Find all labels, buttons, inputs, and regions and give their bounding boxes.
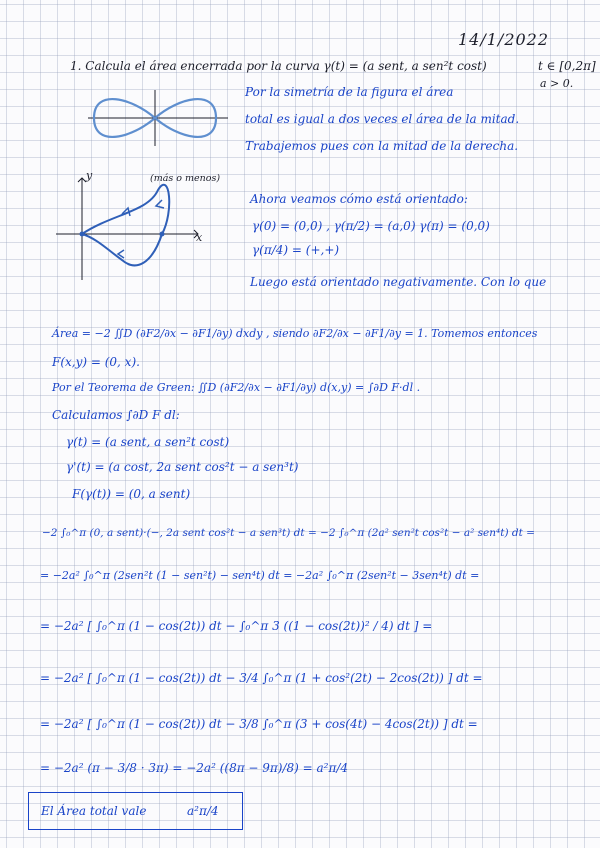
calc-line-6: = −2a² (π − 3/8 · 3π) = −2a² ((8π − 9π)/8) = a²π/4 [40,761,349,775]
symmetry-line-3: Trabajemos pues con la mitad de la derecha. [245,139,519,153]
orientation-points-1: γ(0) = (0,0) , γ(π/2) = (a,0) γ(π) = (0,0) [252,219,490,233]
orientation-points-2: γ(π/4) = (+,+) [252,243,340,257]
final-value: a²π/4 [187,804,219,818]
orientation-conclusion: Luego está orientado negativamente. Con lo que [250,275,547,289]
sketch-axis-y: y [86,169,93,182]
param-field-on-curve: F(γ(t)) = (0, a sent) [72,487,191,501]
final-label: El Área total vale [41,804,147,818]
sketch-note: (más o menos) [150,173,221,184]
calc-line-1: −2 ∫₀^π (0, a sent)·(−, 2a sent cos²t − a sen³t) dt = −2 ∫₀^π (2a² sen²t cos²t − a² sen⁴t) dt = [42,527,535,539]
calc-line-3: = −2a² [ ∫₀^π (1 − cos(2t)) dt − ∫₀^π 3 ((1 − cos(2t))² / 4) dt ] = [40,619,433,633]
param-gamma-derivative: γ'(t) = (a cost, 2a sent cos²t − a sen³t) [66,460,299,474]
vector-field: F(x,y) = (0, x). [52,355,140,369]
green-theorem: Por el Teorema de Green: ∬D (∂F2/∂x − ∂F1/∂y) d(x,y) = ∫∂D F·dl . [52,381,421,394]
problem-domain: t ∈ [0,2π] [538,59,596,73]
lemniscate-figure [88,90,228,170]
calc-line-5: = −2a² [ ∫₀^π (1 − cos(2t)) dt − 3/8 ∫₀^π (3 + cos(4t) − 4cos(2t)) ] dt = [40,717,478,731]
calc-line-2: = −2a² ∫₀^π (2sen²t (1 − sen²t) − sen⁴t) dt = −2a² ∫₀^π (2sen²t − 3sen⁴t) dt = [40,569,480,582]
problem-statement: 1. Calcula el área encerrada por la curva γ(t) = (a sent, a sen²t cost) [70,59,487,73]
final-result-box [28,792,243,830]
orientation-intro: Ahora veamos cómo está orientado: [250,192,468,206]
symmetry-line-2: total es igual a dos veces el área de la mitad. [245,112,520,126]
date-header: 14/1/2022 [458,30,550,49]
sketch-axis-x: x [196,231,203,244]
symmetry-line-1: Por la simetría de la figura el área [245,85,454,99]
compute-intro: Calculamos ∫∂D F dl: [52,408,180,422]
area-formula: Área = −2 ∬D (∂F2/∂x − ∂F1/∂y) dxdy , siendo ∂F2/∂x − ∂F1/∂y = 1. Tomemos entonces [52,327,538,340]
half-curve-figure [52,169,202,282]
problem-condition: a > 0. [540,77,574,90]
calc-line-4: = −2a² [ ∫₀^π (1 − cos(2t)) dt − 3/4 ∫₀^π (1 + cos²(2t) − 2cos(2t)) ] dt = [40,671,483,685]
param-gamma: γ(t) = (a sent, a sen²t cost) [66,435,230,449]
